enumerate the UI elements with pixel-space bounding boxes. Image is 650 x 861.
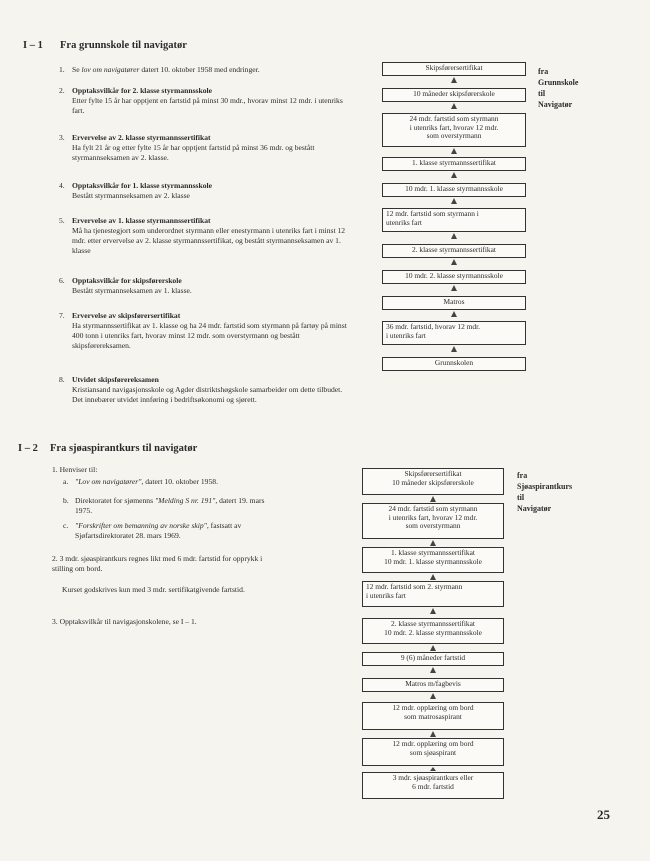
section-1-item <box>59 86 347 116</box>
flow-box <box>362 547 504 573</box>
up-arrow-icon <box>430 540 436 546</box>
section-1-item <box>59 311 347 351</box>
section-2-sub-item <box>63 521 275 541</box>
flow-box-line: Matros <box>443 297 465 306</box>
side-label-line: Navigatør <box>517 504 552 513</box>
flow-box-line: 12 mdr. fartstid som 2. styrmann <box>366 582 463 591</box>
item-number: 4. <box>59 181 65 190</box>
flow-box-line: som matrosaspirant <box>404 711 462 721</box>
flow-box-line: 12 mdr. fartstid som styrmann i <box>386 209 479 218</box>
up-arrow-icon <box>451 311 457 317</box>
item-body: Ha fylt 21 år og etter fylte 15 år har opptjent fartstid på minst 36 mdr. og bestått styrmannseksamen av 2. klasse. <box>72 143 315 162</box>
up-arrow-icon <box>430 731 436 737</box>
up-arrow-icon <box>451 259 457 265</box>
up-arrow-icon <box>451 346 457 352</box>
section-1-title: Fra grunnskole til navigatør <box>60 40 187 51</box>
flow-box-line: 12 mdr. opplæring om bord <box>392 739 474 748</box>
item-body: Må ha tjenestegjort som underordnet styrmann eller enestyrmann i utenriks fart i minst 12 mdr. etter ervervelse av 2. klasse styrmannssertifikat, og bestått styrmannseksamen av 1. klasse <box>72 226 346 255</box>
side-label-line: Sjøaspirantkurs <box>517 482 573 491</box>
flow-box-line: 2. klasse styrmannssertifikat <box>412 245 496 254</box>
flow-box-line: Grunnskolen <box>434 358 474 367</box>
flow-box-line: 9 (6) måneder fartstid <box>400 653 466 662</box>
flow-box-line: som overstyrmann <box>405 521 461 531</box>
item-number: 1. <box>59 65 65 74</box>
sub-item-rest: , datert 19. mars 1975. <box>75 496 265 515</box>
flow-box <box>382 62 526 76</box>
flow-box-line: i utenriks fart <box>366 590 406 600</box>
flow-box <box>382 357 526 371</box>
flow-box <box>362 503 504 539</box>
up-arrow-icon <box>430 667 436 673</box>
item-text-italic: lov om navigatører <box>81 65 140 74</box>
item-title: Ervervelse av 1. klasse styrmannssertifikat <box>72 216 211 225</box>
side-label-line: til <box>517 493 525 502</box>
up-arrow-icon <box>451 148 457 154</box>
section-2-sub-item <box>63 496 275 516</box>
up-arrow-icon <box>430 608 436 614</box>
section-1-item <box>59 133 347 163</box>
sub-item-label: b. <box>63 496 69 505</box>
section-2-title: Fra sjøaspirantkurs til navigatør <box>50 443 198 454</box>
flow-box <box>382 88 526 102</box>
item-body: Bestått styrmannseksamen av 2. klasse <box>72 191 190 200</box>
flow-box <box>382 321 526 345</box>
side-label-line: fra <box>517 471 528 480</box>
item-number: 8. <box>59 375 65 384</box>
flow-box <box>382 183 526 197</box>
side-label-line: til <box>538 89 546 98</box>
flow-box <box>362 738 504 766</box>
item-number: 3. <box>59 133 65 142</box>
section-1-side-label <box>538 66 578 110</box>
flow-box <box>362 678 504 692</box>
flow-box-line: 2. klasse styrmannssertifikat <box>391 619 475 628</box>
up-arrow-icon <box>451 103 457 109</box>
flow-box-line: i utenriks fart <box>386 330 426 340</box>
sub-item-label: c. <box>63 521 69 530</box>
sub-item-quote: "Melding S nr. 191" <box>154 496 216 505</box>
sub-item-rest: , datert 10. oktober 1958. <box>141 477 218 486</box>
section-2-number: I – 2 <box>18 443 38 454</box>
flow-box <box>382 113 526 147</box>
flow-box <box>362 772 504 799</box>
flow-box-line: 3 mdr. sjøaspirantkurs eller <box>392 773 474 782</box>
item-number: 6. <box>59 276 65 285</box>
flow-box-line: 12 mdr. opplæring om bord <box>392 703 474 712</box>
flow-box-line: Matros m/fagbevis <box>405 679 461 688</box>
flow-box-line: i utenriks fart, hvorav 12 mdr. <box>409 122 499 132</box>
flow-box <box>382 157 526 171</box>
item-body: Etter fylte 15 år har opptjent en fartstid på minst 30 mdr., hvorav minst 12 mdr. i utenriks fart. <box>72 96 343 115</box>
side-label-line: fra <box>538 67 549 76</box>
flow-box-line: som overstyrmann <box>426 131 482 141</box>
flow-box <box>362 581 504 607</box>
flow-box-line: 1. klasse styrmannssertifikat <box>391 548 475 557</box>
up-arrow-icon <box>430 496 436 502</box>
sub-item-rest: , fastsatt av Sjøfartsdirektoratet 28. mars 1969. <box>75 521 242 540</box>
flow-box-line: 10 måneder skipsførerskole <box>392 477 474 487</box>
flow-box <box>382 244 526 258</box>
up-arrow-icon <box>451 172 457 178</box>
flow-box-line: som sjøaspirant <box>409 747 457 757</box>
flow-box-line: 10 mdr. 1. klasse styrmannsskole <box>405 184 503 193</box>
up-arrow-icon <box>451 198 457 204</box>
section-2-sub-item <box>63 477 275 487</box>
flow-box-line: 6 mdr. fartstid <box>412 781 454 791</box>
flow-box-line: 36 mdr. fartstid, hvorav 12 mdr. <box>386 322 481 331</box>
sub-item-quote: "Forskrifter om bemanning av norske skip" <box>75 521 207 530</box>
section-2-side-label <box>517 470 572 514</box>
item-body: Kristiansand navigasjonsskole og Agder distriktshøgskole samarbeider om dette tilbudet. Det innebærer utvidet innføring i bedriftsøkonomi og sjørett. <box>72 385 343 404</box>
item-title: Opptaksvilkår for 1. klasse styrmannsskole <box>72 181 213 190</box>
section-2-item-3: 3. Opptaksvilkår til navigasjonskolene, se I – 1. <box>52 617 197 626</box>
up-arrow-icon <box>430 645 436 651</box>
flow-box-line: 10 mdr. 1. klasse styrmannsskole <box>384 556 482 566</box>
section-1-item <box>59 181 347 201</box>
section-1-number: I – 1 <box>23 40 43 51</box>
flow-box-line: 10 mdr. 2. klasse styrmannsskole <box>405 271 503 280</box>
item-text-pre: Se <box>72 65 82 74</box>
flow-box <box>362 702 504 730</box>
section-1-item <box>59 65 347 75</box>
item-title: Utvidet skipsførereksamen <box>72 375 159 384</box>
section-1-item <box>59 216 347 256</box>
sub-item-quote: "Lov om navigatører" <box>75 477 142 486</box>
flow-box-line: 10 måneder skipsførerskole <box>413 89 495 98</box>
flow-box-line: 10 mdr. 2. klasse styrmannsskole <box>384 627 482 637</box>
flow-box <box>362 652 504 666</box>
item-number: 7. <box>59 311 65 320</box>
section-1-item <box>59 276 347 296</box>
item-number: 2. <box>59 86 65 95</box>
section-2-item-2b: Kurset godskrives kun med 3 mdr. sertifikatgivende fartstid. <box>62 585 245 594</box>
item-number: 5. <box>59 216 65 225</box>
flow-box <box>382 270 526 284</box>
flow-box-line: Skipsførersertifikat <box>404 469 462 478</box>
side-label-line: Navigatør <box>538 100 573 109</box>
item-body: Bestått styrmannseksamen av 1. klasse. <box>72 286 192 295</box>
up-arrow-icon <box>430 767 436 771</box>
up-arrow-icon <box>451 285 457 291</box>
flow-box <box>362 618 504 644</box>
section-2-item-2: 2. 3 mdr. sjøaspirantkurs regnes likt med 6 mdr. fartstid for opprykk i stilling om bord. <box>52 554 263 573</box>
up-arrow-icon <box>451 233 457 239</box>
flow-box-line: 1. klasse styrmannssertifikat <box>412 158 496 167</box>
flow-box-line: 24 mdr. fartstid som styrmann <box>409 114 499 123</box>
up-arrow-icon <box>451 77 457 83</box>
item-title: Opptaksvilkår for skipsførerskole <box>72 276 182 285</box>
up-arrow-icon <box>430 574 436 580</box>
section-1-item <box>59 375 347 405</box>
flow-box-line: 24 mdr. fartstid som styrmann <box>388 504 478 513</box>
item-text-post: datert 10. oktober 1958 med endringer. <box>139 65 260 74</box>
flow-box <box>382 296 526 310</box>
item-title: Opptaksvilkår for 2. klasse styrmannsskole <box>72 86 213 95</box>
sub-item-label: a. <box>63 477 69 486</box>
flow-box <box>362 468 504 495</box>
flow-box-line: i utenriks fart, hvorav 12 mdr. <box>388 512 478 522</box>
up-arrow-icon <box>430 693 436 699</box>
item-title: Ervervelse av 2. klasse styrmannssertifikat <box>72 133 211 142</box>
item-title: Ervervelse av skipsførersertifikat <box>72 311 181 320</box>
side-label-line: Grunnskole <box>538 78 579 87</box>
flow-box-line: Skipsførersertifikat <box>425 63 483 72</box>
flow-box <box>382 208 526 232</box>
page-number: 25 <box>597 807 610 822</box>
sub-item-pre: Direktoratet for sjømenns <box>75 496 155 505</box>
section-2-item-1-head: 1. Henviser til: <box>52 465 98 474</box>
flow-box-line: utenriks fart <box>386 217 422 227</box>
item-body: Ha styrmannssertifikat av 1. klasse og ha 24 mdr. fartstid som styrmann på fartøy på minst 400 tonn i utenriks fart, hvorav minst 12 mdr. som overstyrmann og bestått skipsførereksamen. <box>72 321 347 350</box>
